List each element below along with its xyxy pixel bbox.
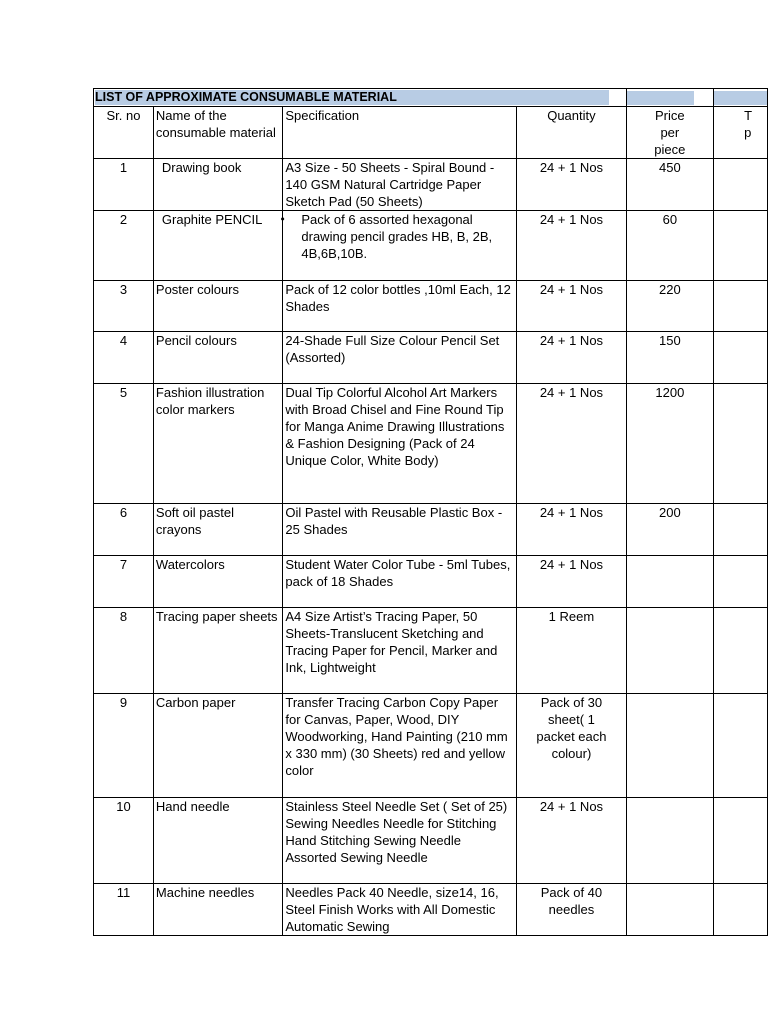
cell-total [714, 504, 768, 556]
cell-sr-no: 3 [94, 281, 154, 332]
cell-price [626, 798, 714, 884]
cell-total [714, 694, 768, 798]
cell-material-name: Machine needles [153, 884, 282, 936]
cell-material-name: Pencil colours [153, 332, 282, 384]
table-row [94, 159, 768, 211]
table-row [94, 608, 768, 694]
header-specification: Specification [283, 107, 517, 159]
table-row [94, 211, 768, 281]
cell-material-name: Graphite PENCIL [153, 211, 282, 281]
cell-sr-no: 9 [94, 694, 154, 798]
header-price-label: Price per piece [654, 108, 686, 157]
cell-total [714, 798, 768, 884]
cell-specification: Transfer Tracing Carbon Copy Paper for Canvas, Paper, Wood, DIY Woodworking, Hand Painting (210 mm x 330 mm) (30 Sheets) red and yellow color [283, 694, 517, 798]
cell-total [714, 332, 768, 384]
title-band [627, 91, 694, 105]
header-quantity: Quantity [517, 107, 626, 159]
header-total [714, 107, 768, 159]
bullet-list-item [279, 211, 514, 262]
cell-price: 150 [626, 332, 714, 384]
cell-total [714, 384, 768, 504]
cell-total [714, 556, 768, 608]
cell-price: 200 [626, 504, 714, 556]
cell-sr-no: 6 [94, 504, 154, 556]
cell-sr-no: 2 [94, 211, 154, 281]
cell-quantity: Pack of 30 sheet( 1 packet each colour) [517, 694, 626, 798]
header-name: Name of the consumable material [153, 107, 282, 159]
cell-specification [279, 211, 517, 281]
cell-specification: Stainless Steel Needle Set ( Set of 25) Sewing Needles Needle for Stitching Hand Stitching Sewing Needle Assorted Sewing Needle [283, 798, 517, 884]
cell-total [714, 281, 768, 332]
header-sr-no: Sr. no [94, 107, 154, 159]
title-row [94, 89, 768, 107]
cell-material-name: Tracing paper sheets [153, 608, 282, 694]
cell-price [626, 694, 714, 798]
cell-material-name: Watercolors [153, 556, 282, 608]
cell-quantity: 24 + 1 Nos [517, 504, 626, 556]
header-total-line-1: T [744, 108, 753, 123]
table-row [94, 798, 768, 884]
cell-total [714, 884, 768, 936]
cell-quantity: Pack of 40 needles [517, 884, 626, 936]
table-row [94, 281, 768, 332]
table-row [94, 694, 768, 798]
cell-specification: Dual Tip Colorful Alcohol Art Markers with Broad Chisel and Fine Round Tip for Manga Anime Drawing Illustrations & Fashion Designing (Pack of 24 Unique Color, White Body) [283, 384, 517, 504]
title-band-cell [626, 89, 714, 107]
cell-price [626, 556, 714, 608]
cell-quantity: 24 + 1 Nos [517, 556, 626, 608]
cell-sr-no: 7 [94, 556, 154, 608]
cell-total [714, 211, 768, 281]
table-row [94, 884, 768, 936]
table-row [94, 384, 768, 504]
cell-specification: A3 Size - 50 Sheets - Spiral Bound - 140 GSM Natural Cartridge Paper Sketch Pad (50 Sheets) [283, 159, 517, 211]
consumable-material-table [93, 88, 768, 936]
bullet-text: Pack of 6 assorted hexagonal drawing pencil grades HB, B, 2B, 4B,6B,10B. [301, 212, 493, 261]
cell-material-name: Poster colours [153, 281, 282, 332]
table-row [94, 556, 768, 608]
cell-quantity: 24 + 1 Nos [517, 211, 626, 281]
cell-quantity: 24 + 1 Nos [517, 384, 626, 504]
cell-sr-no: 10 [94, 798, 154, 884]
cell-total [714, 159, 768, 211]
cell-material-name: Soft oil pastel crayons [153, 504, 282, 556]
cell-specification: A4 Size Artist’s Tracing Paper, 50 Sheets-Translucent Sketching and Tracing Paper for Pencil, Marker and Ink, Lightweight [283, 608, 517, 694]
cell-quantity: 24 + 1 Nos [517, 798, 626, 884]
cell-sr-no: 4 [94, 332, 154, 384]
table-row [94, 332, 768, 384]
header-price [626, 107, 714, 159]
title-band-2 [714, 91, 767, 105]
cell-material-name: Hand needle [153, 798, 282, 884]
cell-price: 1200 [626, 384, 714, 504]
cell-specification: Pack of 12 color bottles ,10ml Each, 12 Shades [283, 281, 517, 332]
cell-specification: Needles Pack 40 Needle, size14, 16, Steel Finish Works with All Domestic Automatic Sewing [283, 884, 517, 936]
cell-price [626, 884, 714, 936]
cell-total [714, 608, 768, 694]
cell-quantity: 24 + 1 Nos [517, 332, 626, 384]
cell-sr-no: 8 [94, 608, 154, 694]
cell-sr-no: 5 [94, 384, 154, 504]
table-title: LIST OF APPROXIMATE CONSUMABLE MATERIAL [95, 90, 609, 105]
cell-price [626, 608, 714, 694]
table-row [94, 504, 768, 556]
cell-price: 60 [626, 211, 714, 281]
title-cell [94, 89, 627, 107]
cell-specification: 24-Shade Full Size Colour Pencil Set (Assorted) [283, 332, 517, 384]
cell-material-name: Drawing book [153, 159, 282, 211]
cell-sr-no: 11 [94, 884, 154, 936]
title-band-cell-2 [714, 89, 768, 107]
cell-price: 450 [626, 159, 714, 211]
cell-quantity: 1 Reem [517, 608, 626, 694]
cell-material-name: Carbon paper [153, 694, 282, 798]
header-row [94, 107, 768, 159]
cell-quantity: 24 + 1 Nos [517, 281, 626, 332]
cell-specification: Student Water Color Tube - 5ml Tubes, pack of 18 Shades [283, 556, 517, 608]
cell-specification: Oil Pastel with Reusable Plastic Box - 25 Shades [283, 504, 517, 556]
cell-material-name: Fashion illustration color markers [153, 384, 282, 504]
header-total-line-2: p [744, 125, 752, 140]
cell-price: 220 [626, 281, 714, 332]
cell-quantity: 24 + 1 Nos [517, 159, 626, 211]
cell-sr-no: 1 [94, 159, 154, 211]
bullet-icon: • [279, 213, 286, 226]
